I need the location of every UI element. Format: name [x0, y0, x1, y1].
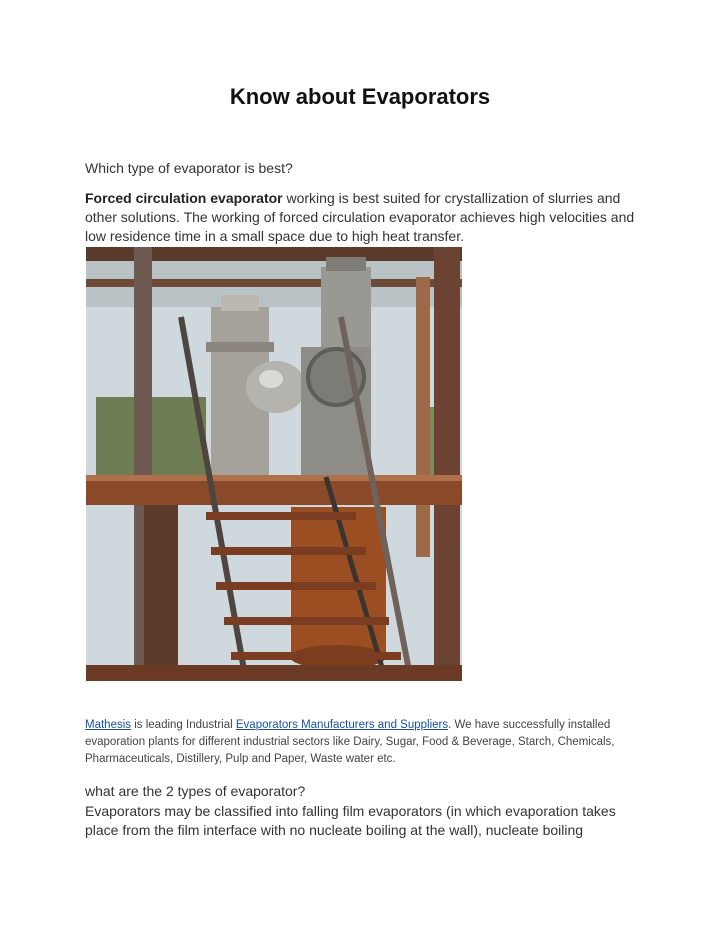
page-title: Know about Evaporators: [229, 84, 491, 109]
evaporators-manufacturers-link[interactable]: Evaporators Manufacturers and Suppliers: [235, 719, 449, 731]
question-types-evaporator: what are the 2 types of evaporator?: [85, 783, 306, 799]
forced-circulation-term: Forced circulation evaporator: [85, 190, 283, 206]
evaporator-plant-photo: [86, 247, 462, 681]
forced-circulation-paragraph: [85, 189, 645, 246]
mathesis-note: [85, 717, 625, 768]
question-best-evaporator: Which type of evaporator is best?: [85, 160, 293, 176]
note-text-1: is leading Industrial: [131, 719, 236, 731]
note-text-2: . We have successfully installed evaporation plants for different industrial sectors like Dairy, Sugar, Food & Beverage, Starch, Chemicals, Pharmaceuticals, Distillery, Pulp and Paper, Waste water etc.: [85, 719, 615, 765]
forced-circulation-text: working is best suited for crystallization of slurries and other solutions. The working of forced circulation evaporator achieves high velocities and low residence time in a small space due to high heat transfer.: [85, 190, 635, 244]
evaporator-types-paragraph: Evaporators may be classified into falling film evaporators (in which evaporation takes place from the film interface with no nucleate boiling at the wall), nucleate boiling: [85, 803, 616, 838]
mathesis-link[interactable]: Mathesis: [85, 719, 132, 731]
